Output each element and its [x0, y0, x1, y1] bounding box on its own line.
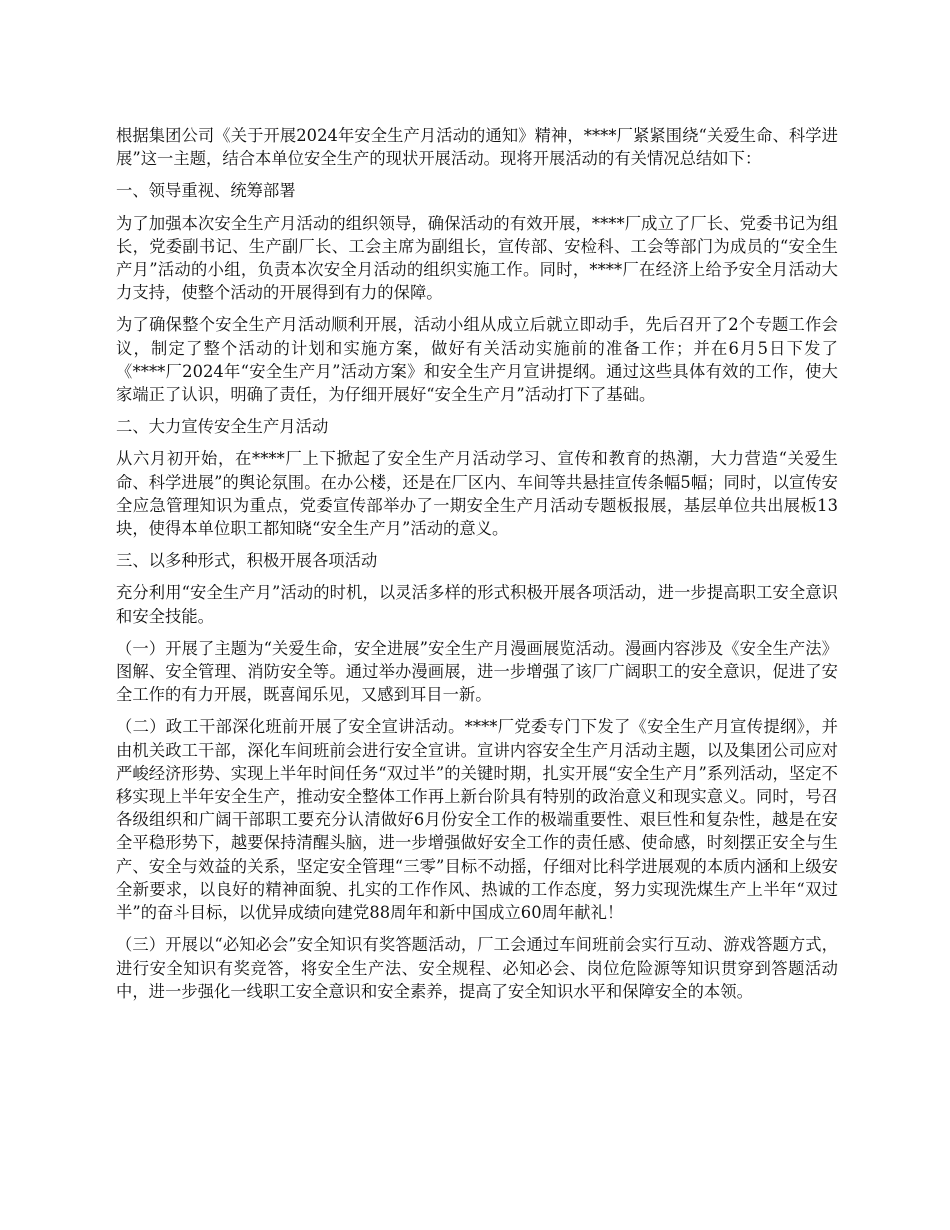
section-heading-activities: 三、以多种形式，积极开展各项活动	[116, 551, 378, 571]
section-heading-leadership: 一、领导重视、统筹部署	[116, 181, 296, 201]
paragraph-activity-quiz: （三）开展以“必知必会”安全知识有奖答题活动，厂工会通过车间班前会实行互动、游戏答题方式，进行安全知识有奖竞答，将安全生产法、安全规程、必知必会、岗位危险源等知识贯穿到答题活动中，进一步强化一线职工安全意识和安全素养，提高了安全知识水平和保障安全的本领。	[116, 935, 838, 1001]
intro-paragraph: 根据集团公司《关于开展2024年安全生产月活动的通知》精神，****厂紧紧围绕“关爱生命、科学进展”这一主题，结合本单位安全生产的现状开展活动。现将开展活动的有关情况总结如下：	[116, 126, 838, 169]
paragraph-preparation: 为了确保整个安全生产月活动顺利开展，活动小组从成立后就立即动手，先后召开了2个专题工作会议，制定了整个活动的计划和实施方案，做好有关活动实施前的准备工作；并在6月5日下发了《****厂2024年“安全生产月”活动方案》和安全生产月宣讲提纲。通过这些具体有效的工作，使大家端正了认识，明确了责任，为仔细开展好“安全生产月”活动打下了基础。	[116, 315, 838, 405]
paragraph-activity-safety-lecture: （二）政工干部深化班前开展了安全宣讲活动。****厂党委专门下发了《安全生产月宣传提纲》，并由机关政工干部，深化车间班前会进行安全宣讲。宣讲内容安全生产月活动主题，以及集团公司应对严峻经济形势、实现上半年时间任务“双过半”的关键时期，扎实开展“安全生产月”系列活动，坚定不移实现上半年安全生产，推动安全整体工作再上新台阶具有特别的政治意义和现实意义。同时，号召各级组织和广阔干部职工要充分认清做好6月份安全工作的极端重要性、艰巨性和复杂性，越是在安全平稳形势下，越要保持清醒头脑，进一步增强做好安全工作的责任感、使命感，时刻摆正安全与生产、安全与效益的关系，坚定安全管理“三零”目标不动摇，仔细对比科学进展观的本质内涵和上级安全新要求，以良好的精神面貌、扎实的工作作风、热诚的工作态度，努力实现洗煤生产上半年“双过半”的奋斗目标，以优异成绩向建党88周年和新中国成立60周年献礼！	[116, 717, 838, 923]
section-heading-publicity: 二、大力宣传安全生产月活动	[116, 417, 329, 437]
paragraph-organization: 为了加强本次安全生产月活动的组织领导，确保活动的有效开展，****厂成立了厂长、党委书记为组长，党委副书记、生产副厂长、工会主席为副组长，宣传部、安检科、工会等部门为成员的“安全生产月”活动的小组，负责本次安全月活动的组织实施工作。同时，****厂在经济上给予安全月活动大力支持，使整个活动的开展得到有力的保障。	[116, 213, 838, 303]
paragraph-activities-intro: 充分利用“安全生产月”活动的时机，以灵活多样的形式积极开展各项活动，进一步提高职工安全意识和安全技能。	[116, 583, 838, 626]
paragraph-publicity: 从六月初开始，在****厂上下掀起了安全生产月活动学习、宣传和教育的热潮，大力营造“关爱生命、科学进展”的舆论氛围。在办公楼，还是在厂区内、车间等共悬挂宣传条幅5幅；同时，以宣传安全应急管理知识为重点，党委宣传部举办了一期安全生产月活动专题板报展，基层单位共出展板13块，使得本单位职工都知晓“安全生产月”活动的意义。	[116, 449, 838, 539]
paragraph-activity-comic-exhibition: （一）开展了主题为“关爱生命，安全进展”安全生产月漫画展览活动。漫画内容涉及《安全生产法》图解、安全管理、消防安全等。通过举办漫画展，进一步增强了该厂广阔职工的安全意识，促进了安全工作的有力开展，既喜闻乐见，又感到耳目一新。	[116, 638, 838, 705]
document-body	[116, 124, 838, 1012]
